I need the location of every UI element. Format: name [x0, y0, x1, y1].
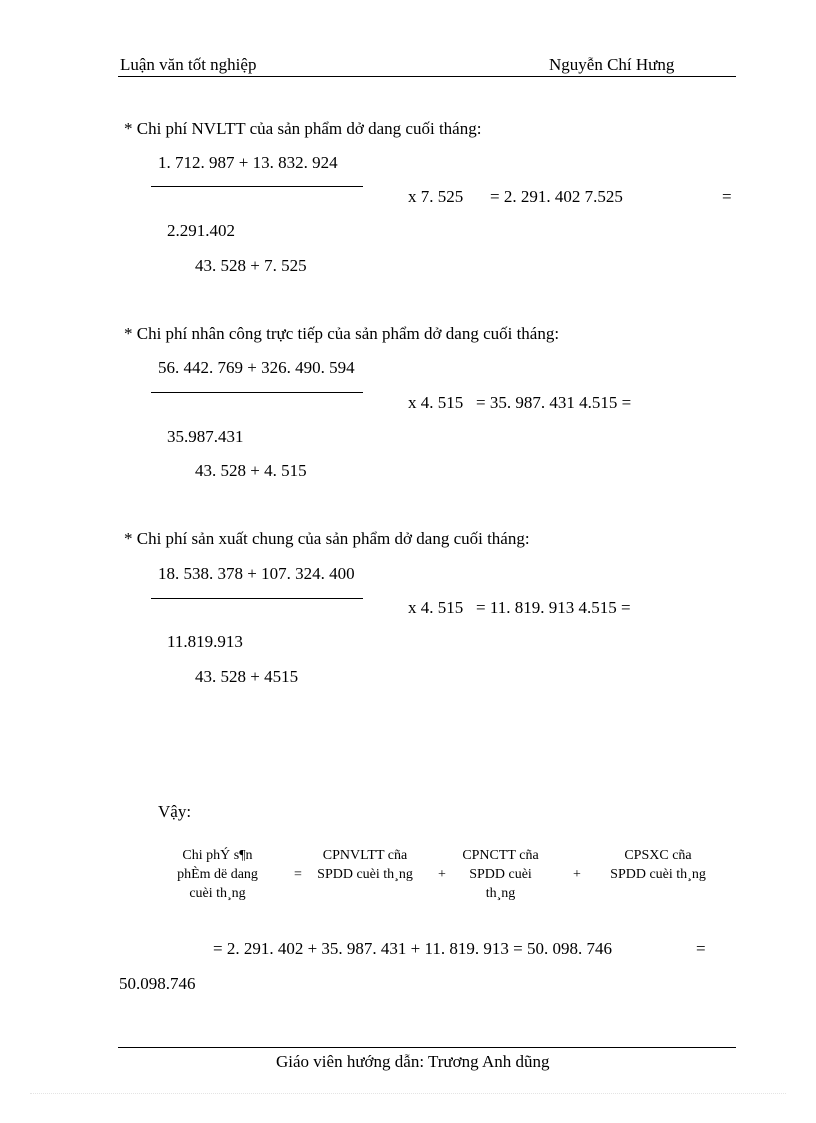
wrapped-value: 35.987.431	[167, 427, 244, 446]
header-right: Nguyễn Chí Hưng	[549, 55, 675, 74]
fraction-denominator: 43. 528 + 4. 515	[195, 461, 307, 480]
conclusion-label: Vậy:	[158, 802, 192, 821]
section-heading: * Chi phí sản xuất chung của sản phẩm dở dang cuối tháng:	[124, 529, 530, 548]
result-value: = 2. 291. 402 7.525	[490, 187, 623, 206]
total-line: = 2. 291. 402 + 35. 987. 431 + 11. 819. 913 = 50. 098. 746	[213, 939, 612, 958]
header-rule	[118, 76, 736, 77]
fraction-denominator: 43. 528 + 4515	[195, 667, 299, 686]
footer-text: Giáo viên hướng dẫn: Trương Anh dũng	[276, 1052, 550, 1071]
total-equals: =	[696, 939, 706, 958]
formula-plus: +	[438, 867, 446, 882]
fraction-bar	[151, 598, 363, 599]
fraction-numerator: 1. 712. 987 + 13. 832. 924	[158, 153, 338, 172]
formula-term-nctt: CPNCTT cña SPDD cuèi th¸ng	[462, 848, 539, 901]
multiplier: x 4. 515	[408, 393, 464, 412]
formula-equals: =	[294, 867, 302, 882]
wrapped-value: 2.291.402	[167, 221, 235, 240]
multiplier: x 7. 525	[408, 187, 464, 206]
section-heading: * Chi phí nhân công trực tiếp của sản phẩm dở dang cuối tháng:	[124, 324, 560, 343]
page-edge-line	[30, 1093, 786, 1094]
result-value: = 35. 987. 431 4.515 =	[476, 393, 632, 412]
footer-rule	[118, 1047, 736, 1048]
equals-sign: =	[722, 187, 732, 206]
header-left: Luận văn tốt nghiệp	[120, 55, 257, 74]
fraction-denominator: 43. 528 + 7. 525	[195, 256, 307, 275]
section-heading: * Chi phí NVLTT của sản phẩm dở dang cuối tháng:	[124, 119, 482, 138]
result-value: = 11. 819. 913 4.515 =	[476, 598, 631, 617]
wrapped-value: 11.819.913	[167, 632, 243, 651]
total-value: 50.098.746	[119, 974, 196, 993]
fraction-bar	[151, 392, 363, 393]
fraction-numerator: 18. 538. 378 + 107. 324. 400	[158, 564, 355, 583]
fraction-bar	[151, 186, 363, 187]
formula-term-nvltt: CPNVLTT cña SPDD cuèi th¸ng	[317, 848, 413, 882]
formula-plus: +	[573, 867, 581, 882]
fraction-numerator: 56. 442. 769 + 326. 490. 594	[158, 358, 355, 377]
formula-term-total: Chi phÝ s¶n phÈm dë dang cuèi th¸ng	[177, 848, 258, 901]
formula-term-sxc: CPSXC cña SPDD cuèi th¸ng	[610, 848, 706, 882]
multiplier: x 4. 515	[408, 598, 464, 617]
